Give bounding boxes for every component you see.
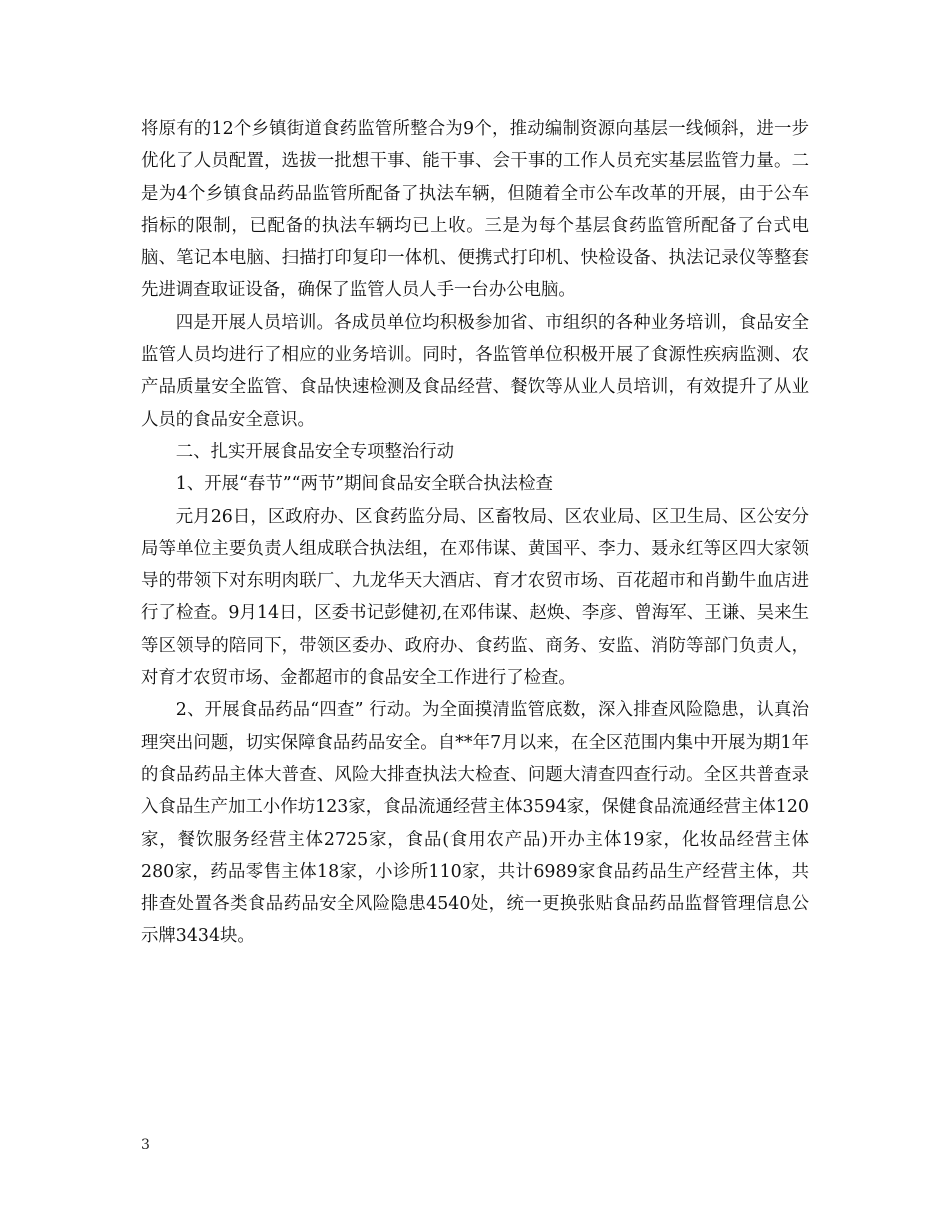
paragraph-2: 四是开展人员培训。各成员单位均积极参加省、市组织的各种业务培训，食品安全监管人员均进行了相应的业务培训。同时，各监管单位积极开展了食源性疾病监测、农产品质量安全监管、食品快速检测及食品经营、餐饮等从业人员培训，有效提升了从业人员的食品安全意识。 <box>141 312 809 430</box>
paragraph-4: 2、开展食品药品“四查” 行动。为全面摸清监管底数，深入排查风险隐患，认真治理突出问题，切实保障食品药品安全。自**年7月以来，在全区范围内集中开展为期1年的食品药品主体大普查、风险大排查执法大检查、问题大清查四查行动。全区共普查录入食品生产加工小作坊123家，食品流通经营主体3594家，保健食品流通经营主体120家，餐饮服务经营主体2725家，食品(食用农产品)开办主体19家，化妆品经营主体280家，药品零售主体18家，小诊所110家，共计6989家食品药品生产经营主体，共排查处置各类食品药品安全风险隐患4540处，统一更换张贴食品药品监督管理信息公示牌3434块。 <box>141 700 809 947</box>
document-body <box>141 113 809 953</box>
page-number: 3 <box>141 1137 150 1153</box>
section-heading-2: 二、扎实开展食品安全专项整治行动 <box>175 441 455 462</box>
paragraph-3: 元月26日，区政府办、区食药监分局、区畜牧局、区农业局、区卫生局、区公安分局等单位主要负责人组成联合执法组，在邓伟谋、黄国平、李力、聂永红等区四大家领导的带领下对东明肉联厂、九龙华天大酒店、育才农贸市场、百花超市和肖勤牛血店进行了检查。9月14日，区委书记彭健初,在邓伟谋、赵焕、李彦、曾海军、王谦、吴来生等区领导的陪同下，带领区委办、政府办、食药监、商务、安监、消防等部门负责人，对育才农贸市场、金都超市的食品安全工作进行了检查。 <box>141 506 809 689</box>
subsection-heading-1: 1、开展“春节”“两节”期间食品安全联合执法检查 <box>175 474 553 495</box>
paragraph-1: 将原有的12个乡镇街道食药监管所整合为9个，推动编制资源向基层一线倾斜，进一步优化了人员配置，选拔一批想干事、能干事、会干事的工作人员充实基层监管力量。二是为4个乡镇食品药品监管所配备了执法车辆，但随着全市公车改革的开展，由于公车指标的限制，已配备的执法车辆均已上收。三是为每个基层食药监管所配备了台式电脑、笔记本电脑、扫描打印复印一体机、便携式打印机、快检设备、执法记录仪等整套先进调查取证设备，确保了监管人员人手一台办公电脑。 <box>141 119 809 301</box>
